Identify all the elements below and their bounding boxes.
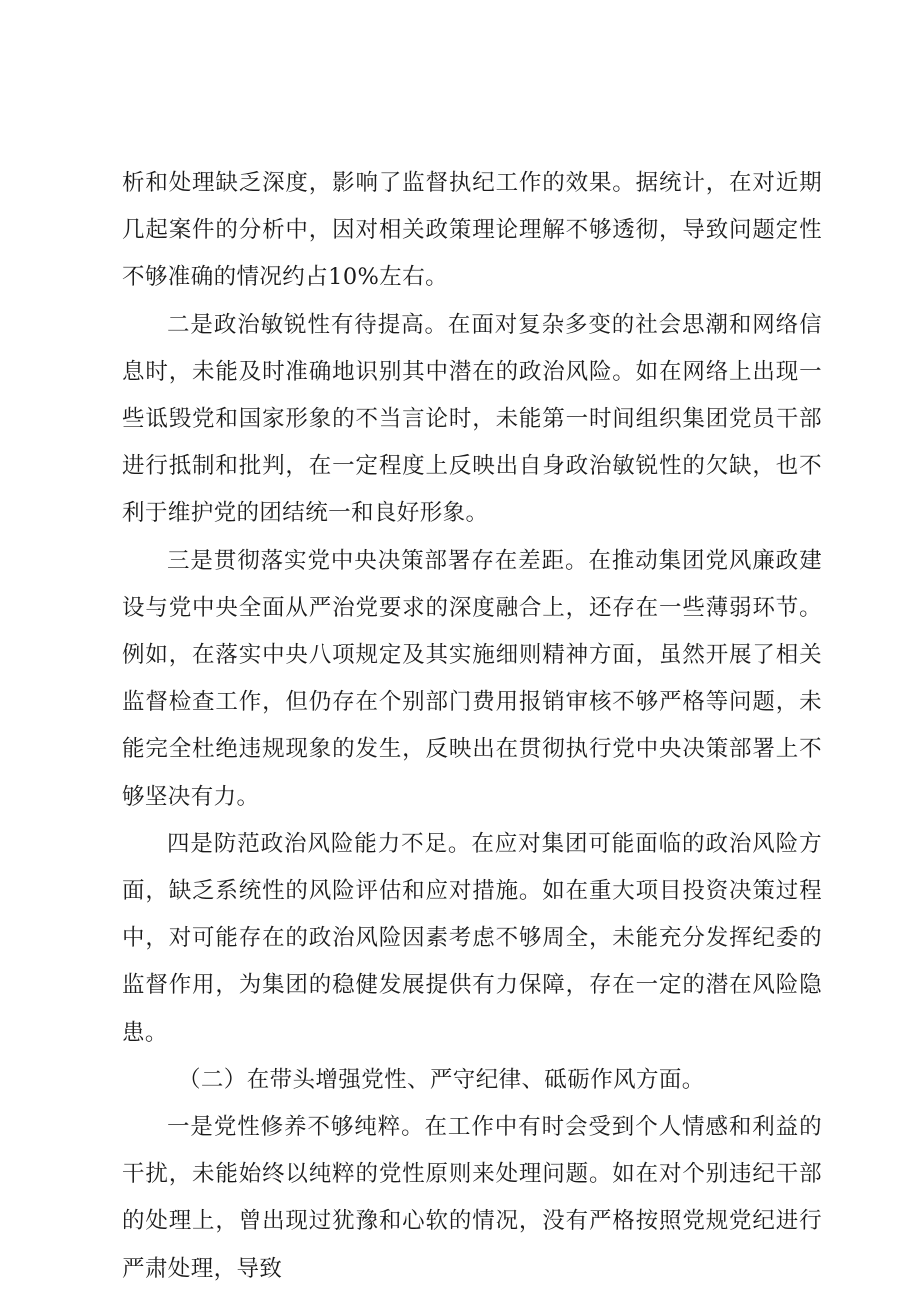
paragraph-party-spirit: 一是党性修养不够纯粹。在工作中有时会受到个人情感和利益的干扰，未能始终以纯粹的党性原则来处理问题。如在对个别违纪干部的处理上，曾出现过犹豫和心软的情况，没有严格按照党规党纪进行严肃处理，导致 — [122, 1114, 822, 1282]
paragraph-political-sensitivity: 二是政治敏锐性有待提高。在面对复杂多变的社会思潮和网络信息时，未能及时准确地识别其中潜在的政治风险。如在网络上出现一些诋毁党和国家形象的不当言论时，未能第一时间组织集团党员干部进行抵制和批判，在一定程度上反映出自身政治敏锐性的欠缺，也不利于维护党的团结统一和良好形象。 — [122, 311, 822, 527]
paragraph-risk-prevention: 四是防范政治风险能力不足。在应对集团可能面临的政治风险方面，缺乏系统性的风险评估和应对措施。如在重大项目投资决策过程中，对可能存在的政治风险因素考虑不够周全，未能充分发挥纪委的监督作用，为集团的稳健发展提供有力保障，存在一定的潜在风险隐患。 — [122, 830, 822, 1046]
section-heading-two: （二）在带头增强党性、严守纪律、砥砺作风方面。 — [178, 1066, 705, 1093]
paragraph-continuation: 析和处理缺乏深度，影响了监督执纪工作的效果。据统计，在对近期几起案件的分析中，因对相关政策理论理解不够透彻，导致问题定性不够准确的情况约占10%左右。 — [122, 170, 822, 291]
paragraph-implementation-gap: 三是贯彻落实党中央决策部署存在差距。在推动集团党风廉政建设与党中央全面从严治党要求的深度融合上，还存在一些薄弱环节。例如，在落实中央八项规定及其实施细则精神方面，虽然开展了相关监督检查工作，但仍存在个别部门费用报销审核不够严格等问题，未能完全杜绝违规现象的发生，反映出在贯彻执行党中央决策部署上不够坚决有力。 — [122, 547, 822, 810]
document-body — [122, 160, 822, 1293]
